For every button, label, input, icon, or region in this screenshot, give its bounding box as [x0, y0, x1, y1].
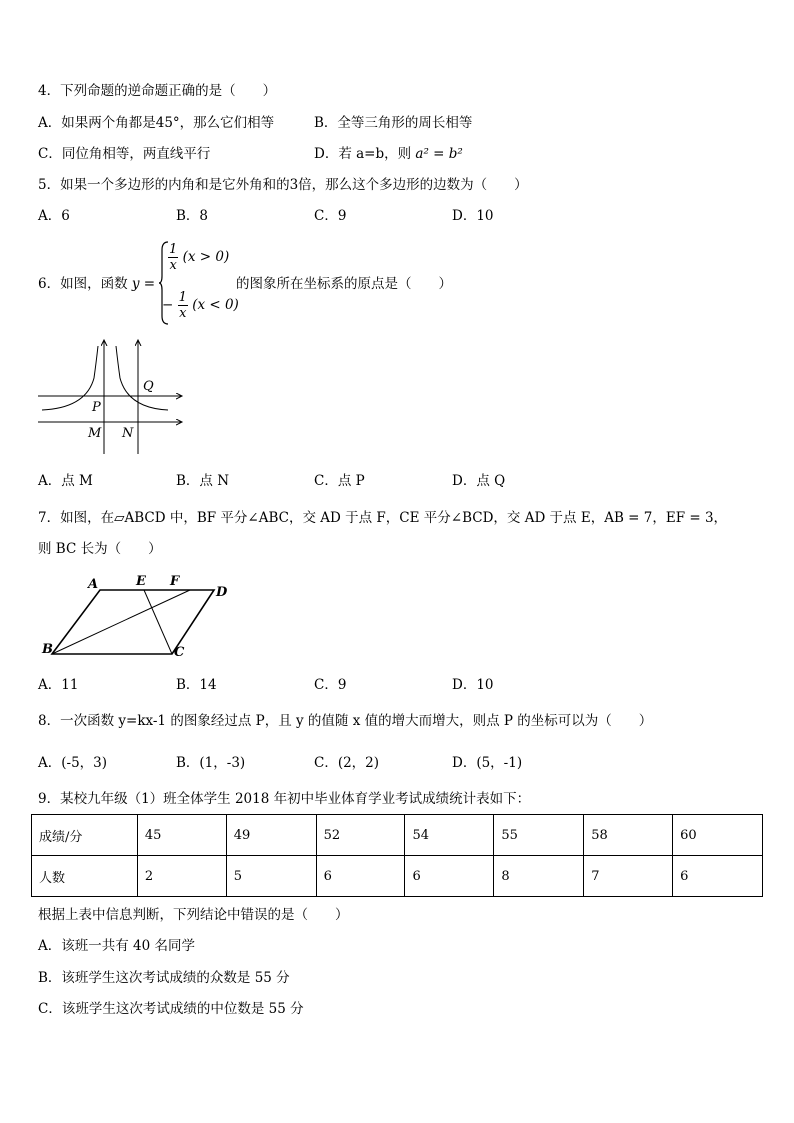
q9-cell-header-score: 成绩/分 [32, 815, 138, 856]
q6-label-p: P [92, 400, 101, 415]
q6-case-2-frac [178, 290, 188, 321]
q7-stem-line1: 7．如图，在▱ABCD 中，BF 平分∠ABC，交 AD 于点 F，CE 平分∠BCD，交 AD 于点 E，AB = 7，EF = 3， [38, 510, 728, 526]
q9-table-row-score [32, 815, 763, 856]
q7-parallelogram [52, 590, 214, 654]
q9-cell: 8 [494, 856, 584, 897]
q7-option-b: B．14 [176, 677, 217, 693]
q7-line-ce [144, 590, 172, 654]
q8-option-a: A．(-5，3) [38, 755, 108, 771]
q7-label-e: E [136, 574, 146, 589]
q7-option-c: C．9 [314, 677, 347, 693]
q8-stem: 8．一次函数 y=kx-1 的图象经过点 P，且 y 的值随 x 值的增大而增大，则点 P 的坐标可以为（ ） [38, 713, 653, 729]
q9-cell-header-count: 人数 [32, 856, 138, 897]
q7-label-c: C [174, 645, 185, 660]
q5-option-a: A．6 [38, 208, 70, 224]
q7-label-d: D [216, 585, 228, 600]
q6-case-2-num: 1 [178, 290, 187, 305]
q7-option-d: D．10 [452, 677, 494, 693]
q6-curve-right [116, 346, 168, 410]
q8-option-b: B．(1，-3) [176, 755, 246, 771]
q9-cell: 6 [405, 856, 494, 897]
q6-figure [36, 336, 192, 456]
q9-cell: 60 [673, 815, 763, 856]
q7-stem-line2: 则 BC 长为（ ） [38, 541, 162, 557]
q6-option-c: C．点 P [314, 473, 365, 489]
q9-cell: 6 [316, 856, 405, 897]
q6-stem-suffix: 的图象所在坐标系的原点是（ ） [236, 276, 452, 292]
q9-cell: 49 [226, 815, 316, 856]
q6-case-2-cond: (x < 0) [192, 297, 239, 313]
q9-question: 根据上表中信息判断，下列结论中错误的是（ ） [38, 907, 349, 923]
q9-option-a: A．该班一共有 40 名同学 [38, 938, 196, 954]
q8-option-d: D．(5，-1) [452, 755, 523, 771]
q5-option-d: D．10 [452, 208, 494, 224]
q6-label-n: N [122, 426, 134, 441]
q6-case-2-sign: − [162, 297, 174, 313]
q9-cell: 55 [494, 815, 584, 856]
q7-figure [40, 572, 236, 664]
q9-cell: 45 [137, 815, 226, 856]
q9-score-table [31, 814, 763, 897]
q6-option-b: B．点 N [176, 473, 230, 489]
q7-line-bf [52, 590, 190, 654]
q6-func-var: y = [131, 276, 156, 292]
q6-case-1-num: 1 [169, 242, 178, 257]
q6-case-1 [168, 242, 229, 273]
q9-option-c: C．该班学生这次考试成绩的中位数是 55 分 [38, 1001, 304, 1017]
q4-option-d-prefix: D．若 a=b，则 [314, 146, 412, 162]
q4-option-d-math: a² = b² [415, 146, 463, 162]
q7-option-a: A．11 [38, 677, 79, 693]
q6-stem-prefix-text: 6．如图，函数 [38, 276, 128, 292]
q9-cell: 7 [584, 856, 673, 897]
q9-cell: 54 [405, 815, 494, 856]
q6-case-1-frac [168, 242, 178, 273]
q5-stem: 5．如果一个多边形的内角和是它外角和的3倍，那么这个多边形的边数为（ ） [38, 177, 528, 193]
q4-option-b: B．全等三角形的周长相等 [314, 115, 473, 131]
q4-option-d [314, 145, 463, 163]
q6-label-q: Q [143, 379, 154, 394]
q9-stem: 9．某校九年级（1）班全体学生 2018 年初中毕业体育学业考试成绩统计表如下： [38, 791, 531, 807]
q9-cell: 6 [673, 856, 763, 897]
q9-cell: 5 [226, 856, 316, 897]
q6-case-1-den: x [169, 258, 177, 273]
q4-stem: 4．下列命题的逆命题正确的是（ ） [38, 83, 277, 99]
q6-option-d: D．点 Q [452, 473, 506, 489]
q6-option-a: A．点 M [38, 473, 93, 489]
q7-label-b: B [42, 642, 53, 657]
q6-curve-left [42, 346, 98, 410]
q4-option-a: A．如果两个角都是45°，那么它们相等 [38, 115, 275, 131]
q9-cell: 58 [584, 815, 673, 856]
q9-option-b: B．该班学生这次考试成绩的众数是 55 分 [38, 970, 290, 986]
q9-cell: 2 [137, 856, 226, 897]
q7-label-f: F [170, 574, 180, 589]
q5-option-c: C．9 [314, 208, 347, 224]
q9-table-row-count [32, 856, 763, 897]
q6-stem-prefix [38, 275, 155, 293]
q4-option-c: C．同位角相等，两直线平行 [38, 146, 211, 162]
q6-case-2-den: x [179, 306, 187, 321]
q7-label-a: A [88, 577, 99, 592]
q6-case-1-cond: (x > 0) [182, 249, 230, 265]
q9-cell: 52 [316, 815, 405, 856]
q8-option-c: C．(2，2) [314, 755, 380, 771]
q5-option-b: B．8 [176, 208, 209, 224]
q6-label-m: M [88, 426, 102, 441]
q6-case-2 [162, 290, 239, 321]
